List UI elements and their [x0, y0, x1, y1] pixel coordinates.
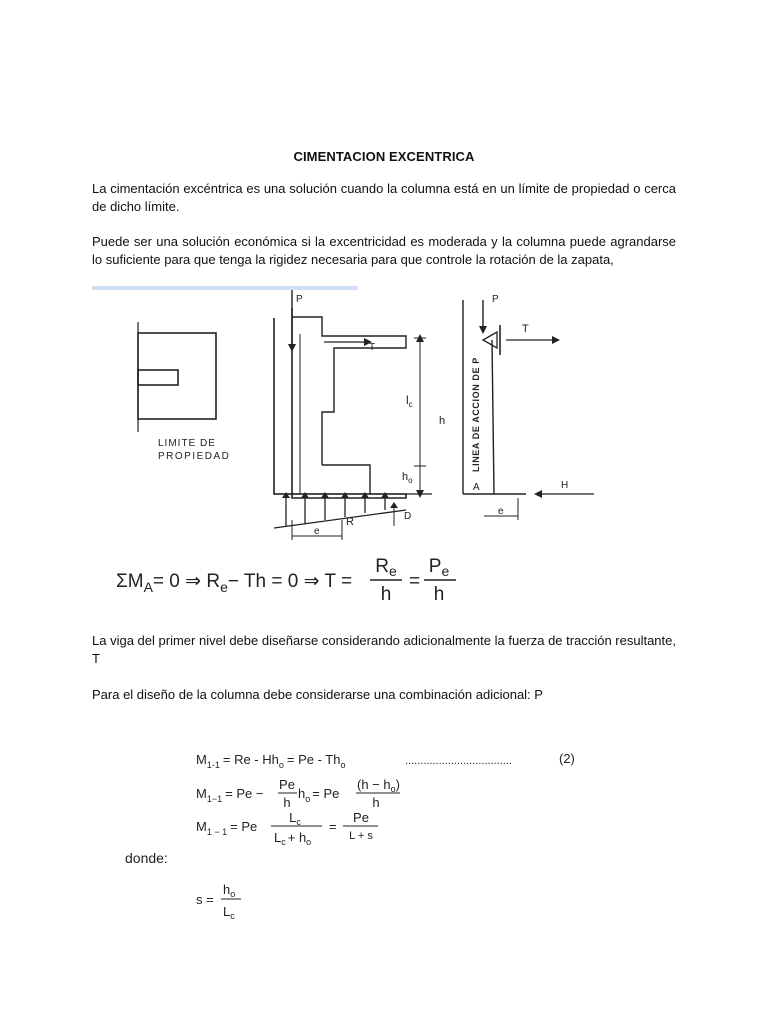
- section-label-P: P: [296, 294, 303, 305]
- diagram-label-T: T: [522, 323, 529, 335]
- diagram-label-e: e: [498, 506, 504, 517]
- svg-text:=: =: [409, 571, 421, 592]
- diagram-label-P: P: [492, 294, 499, 305]
- diagram-label-H: H: [561, 480, 569, 491]
- equation-dots: ...................................: [405, 755, 512, 767]
- section-label-D: D: [404, 511, 412, 522]
- line-of-action-label: LINEA DE ACCION DE P: [471, 357, 481, 472]
- svg-text:ho= Pe: $h_o = Pe$: [298, 786, 340, 804]
- svg-text:(h − ho): $(h - h_o)$: [357, 777, 400, 794]
- svg-text:h: h: [372, 795, 380, 810]
- svg-text:Pe: Pe: [279, 777, 295, 792]
- section-label-lc: $l_c$: [406, 393, 413, 409]
- paragraph-column-combination: Para el diseño de la columna debe considerarse una combinación adicional: P: [92, 687, 543, 702]
- svg-text:ΣMA= 0 ⇒ Re− Th = 0 ⇒ T =: $\Sigma M_A= 0$ ⇒ $R_e- Th = 0$ ⇒ T =: [116, 571, 353, 595]
- document-title: CIMENTACION EXCENTRICA: [293, 149, 475, 164]
- section-label-ho: $h_o$: [402, 471, 413, 485]
- equation-number: (2): [559, 751, 575, 766]
- svg-text:Lc: $L_c$: [223, 904, 235, 921]
- svg-text:h: h: [433, 584, 445, 605]
- svg-text:Lc: $L_c$: [289, 810, 301, 827]
- section-label-R: R: [346, 516, 354, 528]
- svg-text:M1−1= Pe −: $M_{1-1} = Pe$ −: [196, 786, 264, 804]
- svg-text:Pe: $P_e$: [428, 556, 450, 579]
- plan-label-line2: PROPIEDAD: [158, 451, 231, 462]
- plan-label-line1: LIMITE DE: [158, 438, 216, 449]
- paragraph-economic-solution: Puede ser una solución económica si la excentricidad es moderada y la columna puede agrandarse lo suficiente para que tenga la rigidez necesaria para que controle la rotación de la zapata,: [92, 234, 676, 267]
- svg-text:Lc+ ho: $L_c + h_o$: [274, 830, 312, 847]
- svg-text:h: h: [380, 584, 392, 605]
- paragraph-intro: La cimentación excéntrica es una solución cuando la columna está en un límite de propiedad o cerca de dicho límite.: [92, 181, 676, 214]
- section-label-h: h: [439, 415, 446, 427]
- svg-text:Re: $R_e$: [375, 556, 397, 579]
- svg-text:ho: $h_o$: [223, 882, 236, 899]
- svg-text:L + s: L + s: [349, 830, 373, 842]
- section-label-e: e: [314, 526, 320, 537]
- section-label-T: T: [369, 342, 376, 353]
- svg-text:h: h: [283, 795, 291, 810]
- paragraph-beam-tension: La viga del primer nivel debe diseñarse considerando adicionalmente la fuerza de tracción resultante, T: [92, 633, 676, 666]
- donde-label: donde:: [125, 850, 168, 866]
- svg-text:Pe: Pe: [353, 810, 369, 825]
- svg-text:M1 − 1= Pe: $M_{1 - 1} = Pe$: [196, 819, 258, 837]
- svg-text:s =: s =: [196, 892, 214, 907]
- svg-text:=: =: [329, 819, 337, 834]
- diagram-label-A: A: [473, 482, 480, 493]
- svg-text:M1-1= Re - Hho= Pe - Tho: $M_{1-1} = Re - Hh_o = Pe - Th_o$: [196, 752, 346, 770]
